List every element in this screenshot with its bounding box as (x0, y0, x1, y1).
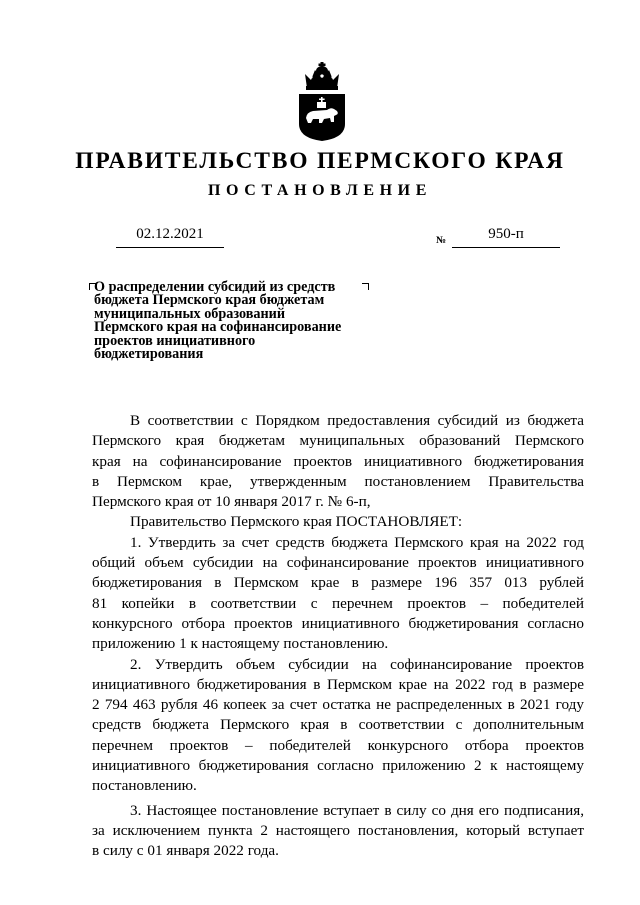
subject-line: Пермского края на софинансирование (94, 319, 342, 336)
text-line: края на софинансирование проектов инициативного бюджетирования (92, 452, 584, 470)
text-line: Пермского края бюджетам муниципальных образований Пермского (92, 432, 584, 450)
number-underline (452, 247, 560, 248)
paragraph-item-1 (92, 533, 584, 655)
document-number: 950-п (488, 226, 524, 242)
text-line: конкурсного отбора проектов инициативного бюджетирования согласно (92, 614, 584, 632)
text-line: бюджетирования в Пермском крае в размере 196 357 013 рублей (92, 574, 584, 592)
government-title: ПРАВИТЕЛЬСТВО ПЕРМСКОГО КРАЯ (75, 148, 565, 174)
text-line: за исключением пункта 2 настоящего постановления, который вступает (92, 821, 584, 839)
text-line: Правительство Пермского края ПОСТАНОВЛЯЕТ: (130, 513, 463, 531)
number-prefix: № (436, 235, 447, 246)
subject-line: бюджета Пермского края бюджетам (94, 292, 325, 309)
subject-line: муниципальных образований (94, 305, 286, 322)
text-line: инициативного бюджетирования согласно приложению 2 к настоящему (92, 757, 584, 775)
text-line: приложению 1 к настоящему постановлению. (92, 635, 389, 653)
paragraph-item-2 (92, 655, 584, 797)
text-line: общий объем субсидии на софинансирование проектов инициативного (92, 554, 584, 572)
text-line: постановлению. (92, 777, 197, 795)
text-line: в Пермском крае, утвержденным постановлением Правительства (92, 472, 584, 490)
paragraph-preamble (92, 411, 584, 512)
text-line: 81 копейки в соответствии с перечнем проектов – победителей (92, 594, 584, 612)
paragraph-item-3 (92, 801, 584, 862)
text-line: средств бюджета Пермского края в соответствии с дополнительным (92, 716, 584, 734)
text-line: 1. Утвердить за счет средств бюджета Пермского края на 2022 год (130, 533, 584, 551)
perm-krai-coat-of-arms-icon (293, 62, 351, 142)
document-subject (94, 281, 384, 361)
paragraph-resolves (92, 512, 584, 532)
subject-line: О распределении субсидий из средств (94, 279, 336, 295)
document-date: 02.12.2021 (136, 226, 204, 242)
subject-line: бюджетирования (94, 346, 204, 363)
text-line: в силу с 01 января 2022 года. (92, 842, 279, 860)
text-line: 2. Утвердить объем субсидии на софинансирование проектов (130, 655, 584, 673)
text-line: 3. Настоящее постановление вступает в силу со дня его подписания, (130, 801, 584, 819)
date-underline (116, 247, 224, 248)
text-line: перечнем проектов – победителей конкурсного отбора проектов (92, 736, 584, 754)
text-line: В соответствии с Порядком предоставления субсидий из бюджета (130, 412, 584, 429)
subject-line: проектов инициативного (94, 332, 256, 349)
text-line: Пермского края от 10 января 2017 г. № 6-п, (92, 493, 371, 511)
text-line: 2 794 463 рубля 46 копеек за счет остатка не распределенных в 2021 году (92, 696, 584, 714)
document-body (92, 411, 584, 862)
document-type: ПОСТАНОВЛЕНИЕ (208, 182, 432, 199)
text-line: инициативного бюджетирования в Пермском крае на 2022 год в размере (92, 675, 584, 693)
